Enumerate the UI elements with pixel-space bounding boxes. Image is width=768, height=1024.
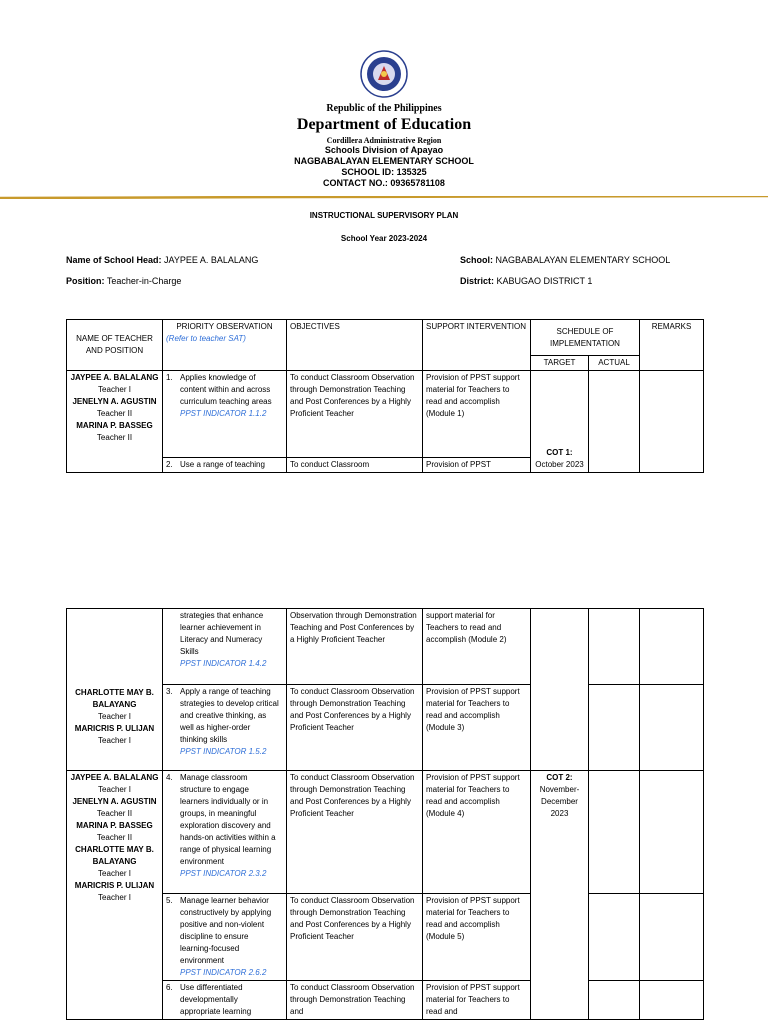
- school-id: SCHOOL ID: 135325: [341, 167, 427, 177]
- priority-item-4: 4. Manage classroom structure to engage learners individually or in groups, in meaningful exploration discovery and hands-on activities within a range of physical learning environment PPST INDICATOR 2.3.2: [163, 771, 287, 894]
- remarks-6: [640, 981, 704, 1020]
- position-line: [66, 276, 181, 286]
- actual-3: [589, 685, 640, 771]
- priority-item-6: 6. Use differentiated developmentally appropriate learning: [163, 981, 287, 1020]
- remarks-3: [640, 685, 704, 771]
- school-year: School Year 2023-2024: [340, 234, 428, 243]
- teacher-name: MARICRIS P. ULIJAN: [74, 881, 155, 890]
- district-value: KABUGAO DISTRICT 1: [496, 276, 593, 286]
- remarks-2: [640, 609, 704, 685]
- school-name: NAGBABALAYAN ELEMENTARY SCHOOL: [294, 156, 474, 166]
- header-schedule: SCHEDULE OF IMPLEMENTATION: [531, 320, 640, 356]
- school-head-label: Name of School Head:: [66, 255, 162, 265]
- objective-4: To conduct Classroom Observation through Demonstration Teaching and Post Conferences by a Highly Proficient Teacher: [287, 771, 423, 894]
- ppst-indicator: PPST INDICATOR 1.1.2: [180, 409, 267, 418]
- support-4: Provision of PPST support material for Teachers to read and accomplish (Module 4): [423, 771, 531, 894]
- region-name: Cordillera Administrative Region: [326, 136, 442, 145]
- teacher-position: Teacher I: [98, 869, 131, 878]
- remarks-5: [640, 894, 704, 981]
- cot-1-target: [531, 371, 589, 473]
- header-remarks: REMARKS: [640, 320, 704, 371]
- header-target: TARGET: [531, 356, 589, 371]
- teacher-position: Teacher II: [96, 409, 133, 418]
- header-name: NAME OF TEACHER AND POSITION: [67, 320, 163, 371]
- document-title: INSTRUCTIONAL SUPERVISORY PLAN: [309, 211, 459, 220]
- teacher-name: JAYPEE A. BALALANG: [70, 373, 159, 382]
- teacher-name: MARINA P. BASSEG: [76, 421, 153, 430]
- objective-3: To conduct Classroom Observation through Demonstration Teaching and Post Conferences by a Highly Proficient Teacher: [287, 685, 423, 771]
- teacher-name: CHARLOTTE MAY B. BALAYANG: [75, 845, 154, 866]
- priority-item-5: 5. Manage learner behavior constructively by applying positive and non-violent discipline to ensure learning-focused environment PPST INDICATOR 2.6.2: [163, 894, 287, 981]
- teacher-name: JAYPEE A. BALALANG: [70, 773, 159, 782]
- school-head-line: [66, 255, 258, 265]
- objective-2-cont: Observation through Demonstration Teaching and Post Conferences by a Highly Proficient Teacher: [287, 609, 423, 685]
- ppst-indicator: PPST INDICATOR 2.6.2: [180, 968, 267, 977]
- department-name: Department of Education: [296, 116, 472, 133]
- actual-4: [589, 771, 640, 894]
- ppst-indicator: PPST INDICATOR 1.5.2: [180, 747, 267, 756]
- actual-6: [589, 981, 640, 1020]
- remarks-4: [640, 771, 704, 894]
- header-support: SUPPORT INTERVENTION: [423, 320, 531, 371]
- cot-1-label: COT 1:: [546, 448, 573, 457]
- supervisory-plan-table-page1: [66, 319, 704, 473]
- cot-2-target: [531, 771, 589, 1020]
- school-value: NAGBABALAYAN ELEMENTARY SCHOOL: [495, 255, 671, 265]
- teacher-name: MARICRIS P. ULIJAN: [74, 724, 155, 733]
- remarks-1: [640, 371, 704, 473]
- cot-1-actual: [589, 371, 640, 473]
- republic-line: Republic of the Philippines: [326, 103, 442, 114]
- priority-item-3: 3. Apply a range of teaching strategies to develop critical and creative thinking, as well as higher-order thinking skills PPST INDICATOR 1.5.2: [163, 685, 287, 771]
- objective-5: To conduct Classroom Observation through Demonstration Teaching and Post Conferences by a Highly Proficient Teacher: [287, 894, 423, 981]
- cot-2-when: November-December 2023: [539, 785, 580, 818]
- teacher-name: JENELYN A. AGUSTIN: [72, 397, 157, 406]
- teacher-group-3: [67, 771, 163, 1020]
- header-priority: PRIORITY OBSERVATION (Refer to teacher SAT): [163, 320, 287, 371]
- teacher-position: Teacher I: [98, 893, 131, 902]
- supervisory-plan-table-page2: [66, 608, 704, 1020]
- teacher-position: Teacher II: [96, 833, 133, 842]
- teacher-position: Teacher I: [98, 712, 131, 721]
- district-line: [460, 276, 592, 286]
- actual-5: [589, 894, 640, 981]
- position-value: Teacher-in-Charge: [106, 276, 182, 286]
- objective-6: To conduct Classroom Observation through Demonstration Teaching and: [287, 981, 423, 1020]
- teacher-position: Teacher I: [98, 736, 131, 745]
- school-label: School:: [460, 255, 493, 265]
- cot-1-when: October 2023: [535, 460, 584, 469]
- header-objectives: OBJECTIVES: [287, 320, 423, 371]
- priority-item-1: 1. Applies knowledge of content within and across curriculum teaching areas PPST INDICATOR 1.1.2: [163, 371, 287, 458]
- district-label: District:: [460, 276, 495, 286]
- header-priority-note: (Refer to teacher SAT): [166, 334, 246, 343]
- actual-2: [589, 609, 640, 685]
- objective-2: To conduct Classroom: [287, 458, 423, 473]
- header-actual: ACTUAL: [589, 356, 640, 371]
- support-3: Provision of PPST support material for Teachers to read and accomplish (Module 3): [423, 685, 531, 771]
- support-1: Provision of PPST support material for Teachers to read and accomplish (Module 1): [423, 371, 531, 458]
- ppst-indicator: PPST INDICATOR 1.4.2: [180, 659, 267, 668]
- teacher-position: Teacher II: [96, 809, 133, 818]
- priority-item-2: 2. Use a range of teaching: [163, 458, 287, 473]
- position-label: Position:: [66, 276, 105, 286]
- division-name: Schools Division of Apayao: [324, 145, 444, 155]
- teacher-position: Teacher II: [96, 433, 133, 442]
- objective-1: To conduct Classroom Observation through Demonstration Teaching and Post Conferences by a Highly Proficient Teacher: [287, 371, 423, 458]
- teacher-group-1: [67, 371, 163, 473]
- teacher-name: JENELYN A. AGUSTIN: [72, 797, 157, 806]
- teacher-name: CHARLOTTE MAY B. BALAYANG: [75, 688, 154, 709]
- priority-item-2-cont: strategies that enhance learner achievement in Literacy and Numeracy Skills PPST INDICATOR 1.4.2: [163, 609, 287, 685]
- deped-seal-icon: [360, 50, 408, 98]
- teacher-group-2: [67, 609, 163, 771]
- target-empty: [531, 609, 589, 771]
- support-2: Provision of PPST: [423, 458, 531, 473]
- school-line: [460, 255, 670, 265]
- contact-number: CONTACT NO.: 09365781108: [323, 178, 445, 188]
- support-2-cont: support material for Teachers to read and accomplish (Module 2): [423, 609, 531, 685]
- header-divider: [0, 196, 768, 199]
- teacher-position: Teacher I: [98, 385, 131, 394]
- cot-2-label: COT 2:: [546, 773, 573, 782]
- support-6: Provision of PPST support material for Teachers to read and: [423, 981, 531, 1020]
- teacher-position: Teacher I: [98, 785, 131, 794]
- school-head-value: JAYPEE A. BALALANG: [164, 255, 259, 265]
- teacher-name: MARINA P. BASSEG: [76, 821, 153, 830]
- ppst-indicator: PPST INDICATOR 2.3.2: [180, 869, 267, 878]
- support-5: Provision of PPST support material for Teachers to read and accomplish (Module 5): [423, 894, 531, 981]
